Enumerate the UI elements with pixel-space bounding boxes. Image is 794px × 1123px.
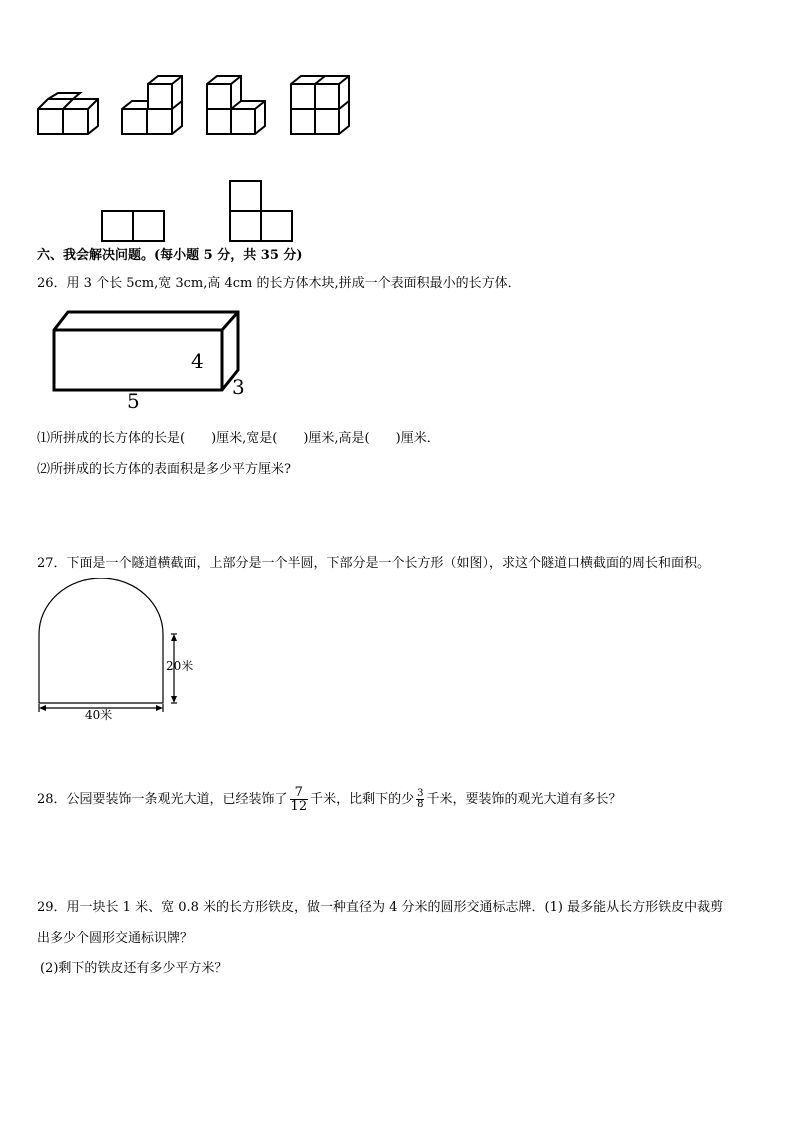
q28-frac2-num: 3 [417,788,424,799]
q26-part2: ⑵所拼成的长方体的表面积是多少平方厘米? [37,462,291,477]
q26-stem: 26．用 3 个长 5cm,宽 3cm,高 4cm 的长方体木块,拼成一个表面积最小的长方体． [37,276,521,291]
q28-frac2-den: 8 [417,799,424,810]
view-l-shape [230,181,292,241]
q28-line [37,786,622,813]
cuboid-width-label: 3 [232,375,245,399]
cube-figure-2 [122,76,182,134]
q28-suffix: 千米，要装饰的观光大道有多长？ [426,792,622,807]
q28-frac1-num: 7 [294,785,303,800]
q28-frac1-den: 12 [290,799,308,814]
tunnel-height-label: 20米 [166,659,194,673]
section-heading: 六、我会解决问题。(每小题 5 分，共 35 分) [37,248,303,263]
cuboid-length-label: 5 [127,389,140,413]
cube-figure-4 [291,76,349,134]
cube-figure-3 [207,76,265,134]
q28-fraction-3-8 [416,789,424,810]
q29-line1: 29．用一块长 1 米、宽 0.8 米的长方形铁皮，做一种直径为 4 分米的圆形交通标志牌．(1) 最多能从长方形铁皮中裁剪 [37,900,724,915]
q29-line3: (2)剩下的铁皮还有多少平方米？ [40,961,228,976]
q29-line2: 出多少个圆形交通标识牌？ [37,931,194,946]
q28-prefix: 28．公园要装饰一条观光大道，已经装饰了 [37,792,288,807]
cuboid-height-label: 4 [191,349,204,373]
cube-figure-1 [38,93,98,134]
q28-fraction-7-12 [290,786,309,813]
q27-tunnel-figure [30,578,210,723]
tunnel-width-label: 40米 [85,708,113,722]
q26-part1: ⑴所拼成的长方体的长是( )厘米,宽是( )厘米,高是( )厘米． [37,431,440,446]
q28-middle: 千米，比剩下的少 [310,792,415,807]
cube-figures-row [36,74,356,138]
view-figures-row [100,179,295,243]
view-two-squares [102,211,164,241]
q27-stem: 27．下面是一个隧道横截面，上部分是一个半圆，下部分是一个长方形（如图），求这个隧道口横截面的周长和面积。 [37,556,711,571]
q26-cuboid-figure [48,308,253,413]
